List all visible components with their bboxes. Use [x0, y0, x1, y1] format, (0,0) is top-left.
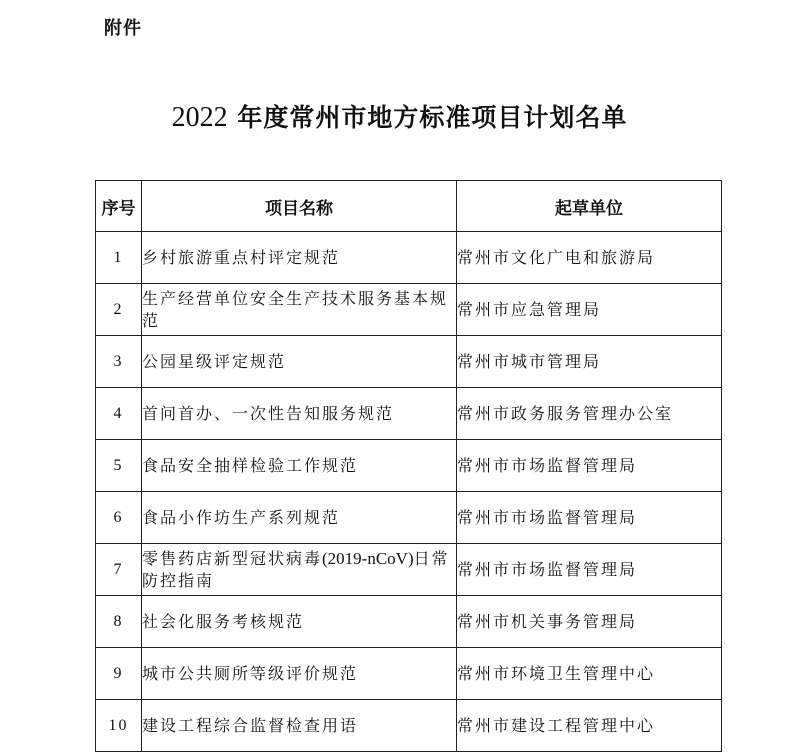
table-row [96, 284, 722, 336]
row-drafting-unit: 常州市政务服务管理办公室 [457, 388, 722, 440]
table-row [96, 336, 722, 388]
row-seq: 4 [96, 388, 142, 440]
table-row [96, 388, 722, 440]
row-project-name: 建设工程综合监督检查用语 [142, 700, 457, 752]
table-row [96, 648, 722, 700]
row-project-name: 乡村旅游重点村评定规范 [142, 232, 457, 284]
row-drafting-unit: 常州市市场监督管理局 [457, 440, 722, 492]
row-project-name: 生产经营单位安全生产技术服务基本规范 [142, 284, 457, 336]
project-plan-table [95, 180, 722, 752]
row-seq: 8 [96, 596, 142, 648]
row-drafting-unit: 常州市市场监督管理局 [457, 492, 722, 544]
row-seq: 9 [96, 648, 142, 700]
row-seq: 5 [96, 440, 142, 492]
row-project-name: 食品小作坊生产系列规范 [142, 492, 457, 544]
table-row [96, 700, 722, 752]
annex-label: 附件 [104, 18, 142, 39]
header-project-name: 项目名称 [142, 181, 457, 232]
row-drafting-unit: 常州市环境卫生管理中心 [457, 648, 722, 700]
row-seq: 1 [96, 232, 142, 284]
row-seq: 6 [96, 492, 142, 544]
row-project-name [142, 544, 457, 596]
title-text: 年度常州市地方标准项目计划名单 [227, 103, 628, 132]
row-seq: 7 [96, 544, 142, 596]
row-project-name: 首问首办、一次性告知服务规范 [142, 388, 457, 440]
header-drafting-unit: 起草单位 [457, 181, 722, 232]
name-part: 零售药店新型冠状病毒 [142, 548, 323, 568]
virus-code: (2019-nCoV) [322, 548, 414, 568]
row-project-name: 城市公共厕所等级评价规范 [142, 648, 457, 700]
title-year: 2022 [171, 102, 228, 133]
row-drafting-unit: 常州市建设工程管理中心 [457, 700, 722, 752]
table-header-row [96, 181, 722, 232]
row-drafting-unit: 常州市应急管理局 [457, 284, 722, 336]
row-drafting-unit: 常州市市场监督管理局 [457, 544, 722, 596]
name-part: 日常防控指南 [142, 548, 450, 590]
row-drafting-unit: 常州市城市管理局 [457, 336, 722, 388]
table-row [96, 596, 722, 648]
row-project-name: 社会化服务考核规范 [142, 596, 457, 648]
table-row [96, 440, 722, 492]
row-drafting-unit: 常州市机关事务管理局 [457, 596, 722, 648]
row-seq: 3 [96, 336, 142, 388]
document-title [0, 98, 799, 134]
row-project-name: 食品安全抽样检验工作规范 [142, 440, 457, 492]
row-seq: 2 [96, 284, 142, 336]
table-row [96, 232, 722, 284]
table-row [96, 544, 722, 596]
table-row [96, 492, 722, 544]
header-seq: 序号 [96, 181, 142, 232]
row-project-name: 公园星级评定规范 [142, 336, 457, 388]
row-drafting-unit: 常州市文化广电和旅游局 [457, 232, 722, 284]
row-seq: 10 [96, 700, 142, 752]
